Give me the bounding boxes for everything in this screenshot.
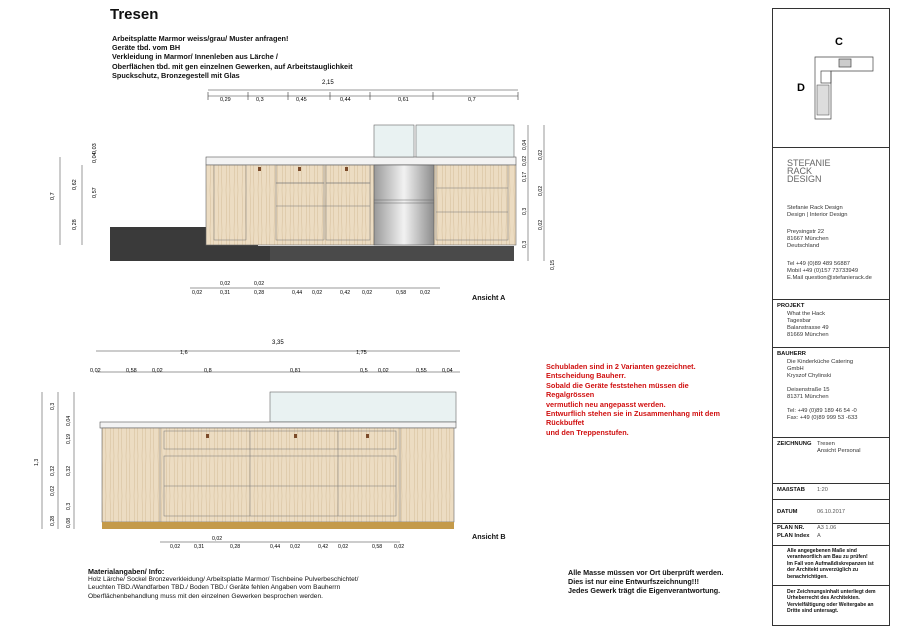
dim-b-top: 0,02	[90, 368, 101, 374]
dim-b-bottom: 0,02	[338, 544, 349, 550]
dim-b-bottom: 0,02	[290, 544, 301, 550]
zeichnung-label: ZEICHNUNG	[777, 441, 812, 447]
dim-b-bottom: 0,31	[194, 544, 205, 550]
dim-a-right: 0,04	[522, 139, 528, 150]
key-c-label: C	[835, 36, 843, 48]
dim-a-bottom: 0,42	[340, 290, 351, 296]
drawer-variant-note	[546, 362, 756, 437]
projekt-info: What the Hack Tagesbar Balanstrasse 49 81669 München	[787, 311, 829, 338]
dim-b-left: 0,19	[66, 433, 72, 444]
dim-a-right: 0,3	[522, 207, 528, 215]
dim-a-bottom: 0,28	[254, 290, 265, 296]
dim-a-top: 0,3	[256, 97, 264, 103]
dim-a-bottom: 0,44	[292, 290, 303, 296]
note-line: Regalgrössen	[546, 390, 595, 400]
dim-a-right: 0,15	[550, 259, 556, 270]
note-line: Rückbuffet	[546, 418, 585, 428]
dim-b-top: 0,04	[442, 368, 453, 374]
dim-a-top: 0,7	[468, 97, 476, 103]
datum-value: 06.10.2017	[817, 509, 845, 515]
dim-a-right: 0,3	[522, 240, 528, 248]
dim-a-right: 0,17	[522, 171, 528, 182]
company-contact: Tel +49 (0)89 489 56887 Mobil +49 (0)157 73733949 E.Mail question@stefanierack.de	[787, 261, 872, 281]
dim-a-bottom: 0,02	[192, 290, 203, 296]
massstab-label: MAßSTAB	[777, 487, 805, 493]
dim-a-right: 0,02	[538, 149, 544, 160]
disclaimer-measures: Alle angegebenen Maße sind verantwortlich am Bau zu prüfen! Im Fall von Aufmaßdiskrepanzen ist der Architekt unverzüglich zu benachrichtigen.	[787, 548, 874, 580]
material-line: Holz Lärche/ Sockel Bronzeverkleidung/ Arbeitsplatte Marmor/ Tischbeine Pulverbeschichtet/	[88, 576, 359, 584]
dim-a-left: 0,62	[72, 179, 78, 190]
dim-a-bottom: 0,02	[312, 290, 323, 296]
dim-b-top: 0,81	[290, 368, 301, 374]
view-b-label: Ansicht B	[472, 532, 506, 541]
note-line: Verkleidung in Marmor/ Innenleben aus Lärche /	[112, 52, 278, 62]
dim-a-bottom: 0,02	[254, 281, 265, 287]
material-heading: Materialangaben/ Info:	[88, 567, 165, 576]
plan-index-value: A	[817, 533, 821, 539]
material-info	[88, 568, 358, 601]
dim-b-sub: 1,6	[180, 350, 188, 356]
note-line: und den Treppenstufen.	[546, 427, 629, 437]
dim-b-bottom: 0,58	[372, 544, 383, 550]
dim-b-bottom: 0,02	[212, 536, 223, 542]
dim-b-left: 0,28	[50, 515, 56, 526]
elevation-b-drawing	[20, 336, 550, 556]
massstab-value: 1:20	[817, 487, 828, 493]
bauherr-info: Die Kinderküche Catering GmbH Kryszof Chylinski Deisenstraße 15 81371 München Tel: +49 (0)89 189 46 54 -0 Fax: +49 (0)89 999 53 -633	[787, 359, 858, 421]
dim-b-top: 0,55	[416, 368, 427, 374]
dim-total: 2,15	[322, 80, 334, 86]
company-info: Stefanie Rack Design Design | Interior Design	[787, 205, 848, 218]
measurement-disclaimer	[568, 568, 723, 596]
dim-b-left: 1,3	[34, 458, 40, 466]
dim-a-top: 0,29	[220, 97, 231, 103]
dim-b-left: 0,3	[66, 502, 72, 510]
dim-b-bottom: 0,44	[270, 544, 281, 550]
key-plan	[773, 9, 889, 149]
dim-b-bottom: 0,42	[318, 544, 329, 550]
plan-index-label: PLAN Index	[777, 533, 810, 539]
dim-b-total: 3,35	[272, 340, 284, 346]
note-line: Entscheidung Bauherr.	[546, 371, 626, 381]
view-a-label: Ansicht A	[472, 293, 506, 302]
note-line: Spuckschutz, Bronzegestell mit Glas	[112, 70, 240, 80]
zeichnung-info: Tresen Ansicht Personal	[817, 441, 861, 454]
dim-b-top: 0,02	[152, 368, 163, 374]
plan-nr-label: PLAN NR.	[777, 525, 805, 531]
dim-a-right: 0,02	[522, 155, 528, 166]
disclaimer-line: Dies ist nur eine Entwurfszeichnung!!!	[568, 577, 699, 587]
key-d-label: D	[797, 82, 805, 94]
dim-a-right: 0,02	[538, 219, 544, 230]
dim-a-bottom: 0,02	[362, 290, 373, 296]
dim-a-bottom: 0,58	[396, 290, 407, 296]
dim-b-sub: 1,75	[356, 350, 367, 356]
disclaimer-line: Jedes Gewerk trägt die Eigenverantwortung.	[568, 586, 721, 596]
dim-a-bottom: 0,02	[220, 281, 231, 287]
projekt-label: PROJEKT	[777, 303, 805, 309]
disclaimer-copyright: Der Zeichnungsinhalt unterliegt dem Urheberrecht des Architekten. Vervielfältigung oder Weitergabe an Dritte sind untersagt.	[787, 589, 876, 615]
dim-b-bottom: 0,02	[394, 544, 405, 550]
dim-a-bottom: 0,31	[220, 290, 231, 296]
note-line: Oberflächen tbd. mit gen einzelnen Gewerken, auf Arbeitstauglichkeit	[112, 61, 353, 71]
bauherr-label: BAUHERR	[777, 351, 806, 357]
elevation-a-drawing	[40, 70, 560, 310]
dim-b-left: 0,3	[50, 402, 56, 410]
dim-b-left: 0,32	[66, 465, 72, 476]
dim-b-bottom: 0,28	[230, 544, 241, 550]
dim-a-left: 0,28	[72, 219, 78, 230]
material-line: Oberflächenbehandlung muss mit den einzelnen Gewerken besprochen werden.	[88, 592, 323, 600]
dim-a-left: 0,7	[50, 192, 56, 200]
dim-a-top: 0,45	[296, 97, 307, 103]
note-line: Schubladen sind in 2 Varianten gezeichnet.	[546, 362, 696, 371]
dim-a-right: 0,02	[538, 185, 544, 196]
dim-b-left: 0,02	[50, 485, 56, 496]
note-line: Geräte tbd. vom BH	[112, 43, 181, 53]
logo: STEFANIE RACK DESIGN	[787, 158, 831, 184]
dim-b-top: 0,5	[360, 368, 368, 374]
note-line: Entwurflich stehen sie in Zusammenhang mit dem	[546, 409, 720, 419]
dim-a-top: 0,61	[398, 97, 409, 103]
dim-a-left: 0,04	[92, 152, 98, 163]
title-block	[772, 8, 890, 626]
note-line: Arbeitsplatte Marmor weiss/grau/ Muster anfragen!	[112, 34, 289, 43]
dim-b-bottom: 0,02	[170, 544, 181, 550]
company-address: Preysingstr 22 81667 München Deutschland	[787, 229, 829, 249]
material-line: Leuchten TBD./Wandfarben TBD./ Boden TBD./ Geräte fehlen Angaben vom Bauherrn	[88, 584, 341, 592]
dim-b-top: 0,58	[126, 368, 137, 374]
note-line: Sobald die Geräte feststehen müssen die	[546, 380, 689, 390]
dim-b-left: 0,08	[66, 517, 72, 528]
dim-a-bottom: 0,02	[420, 290, 431, 296]
drawing-title: Tresen	[110, 6, 159, 23]
dim-a-left: 0,57	[92, 187, 98, 198]
disclaimer-line: Alle Masse müssen vor Ort überprüft werden.	[568, 568, 724, 577]
plan-nr-value: A3 1.06	[817, 525, 837, 531]
datum-label: DATUM	[777, 509, 798, 515]
dim-b-left: 0,32	[50, 465, 56, 476]
dim-b-top: 0,02	[378, 368, 389, 374]
dim-b-left: 0,04	[66, 415, 72, 426]
dim-b-top: 0,8	[204, 368, 212, 374]
dim-a-left: 0,03	[92, 143, 98, 154]
dim-a-top: 0,44	[340, 97, 351, 103]
note-line: vermutlich neu angepasst werden.	[546, 399, 666, 409]
